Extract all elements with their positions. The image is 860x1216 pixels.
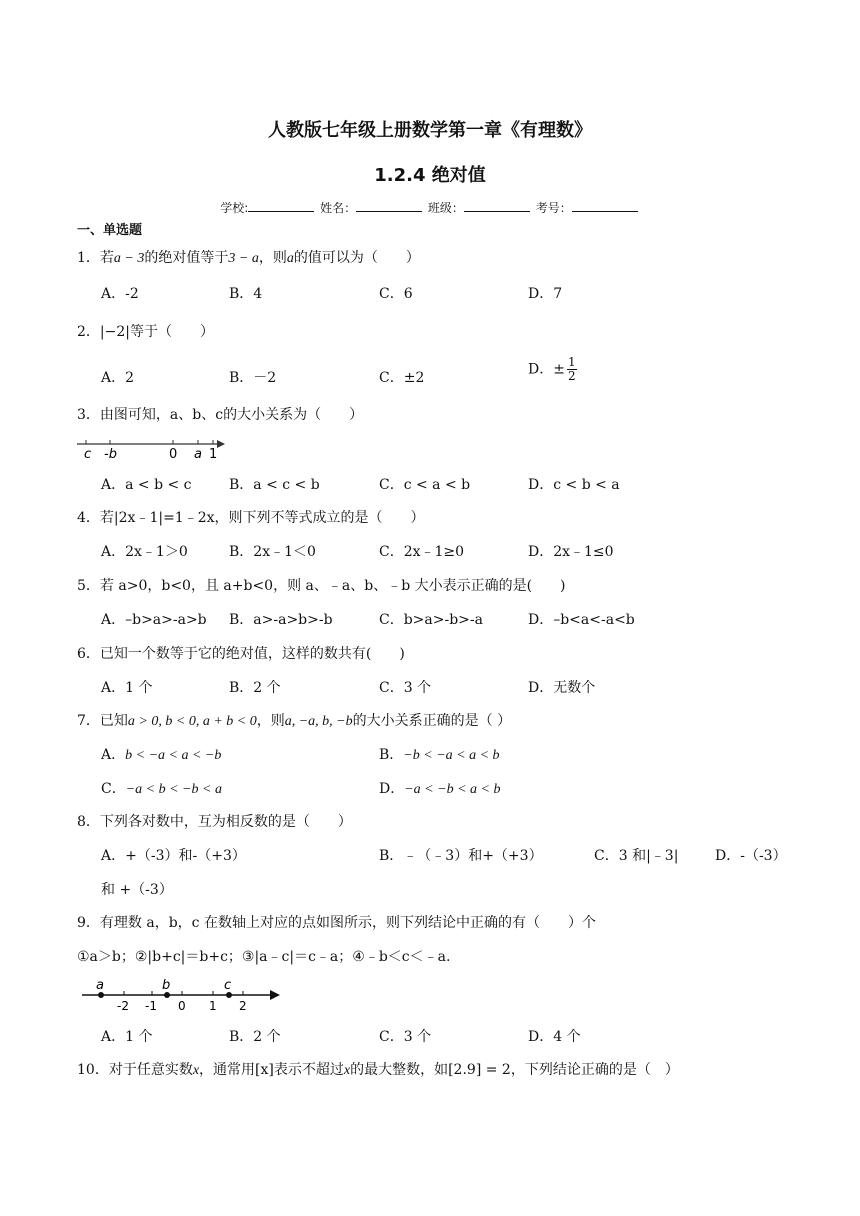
question-9-option-b[interactable]: B．2 个 xyxy=(229,1029,281,1045)
question-6-option-d[interactable]: D．无数个 xyxy=(528,680,596,696)
name-label: 姓名： xyxy=(320,201,357,215)
page-subtitle: 1.2.4 绝对值 xyxy=(374,165,486,186)
question-4-stem: 4．若|2x﹣1|=1﹣2x，则下列不等式成立的是（ ） xyxy=(77,510,425,526)
axis-point-c: c xyxy=(224,978,232,993)
question-8-option-a[interactable]: A．+（-3）和-（+3） xyxy=(101,848,246,864)
question-5-option-c[interactable]: C．b>a>-b>-a xyxy=(379,612,483,628)
axis-label-a: a xyxy=(194,447,202,461)
question-4-option-d[interactable]: D．2x﹣1≤0 xyxy=(528,544,614,560)
question-8-option-d[interactable]: D．-（-3） xyxy=(715,848,787,864)
question-1-option-b[interactable]: B．4 xyxy=(229,286,263,302)
axis-point-b: b xyxy=(162,978,171,993)
exam-number-blank[interactable] xyxy=(572,200,638,212)
question-6-option-c[interactable]: C．3 个 xyxy=(379,680,432,696)
question-7-option-c[interactable]: C．−a < b < −b < a xyxy=(101,781,222,797)
school-label: 学校: xyxy=(220,201,249,215)
question-1-option-a[interactable]: A．-2 xyxy=(101,286,139,302)
question-6-option-b[interactable]: B．2 个 xyxy=(229,680,281,696)
question-2-option-c[interactable]: C．±2 xyxy=(379,370,425,386)
question-7-option-a[interactable]: A．b < −a < a < −b xyxy=(101,747,222,763)
question-9-number-line xyxy=(82,977,282,1011)
axis-label-c: c xyxy=(84,447,92,461)
exam-number-label: 考号： xyxy=(535,201,572,215)
question-8-option-b[interactable]: B．﹣（﹣3）和+（+3） xyxy=(379,848,543,864)
section-title: 一、单选题 xyxy=(77,223,143,238)
question-9-option-a[interactable]: A．1 个 xyxy=(101,1029,153,1045)
question-2-option-d[interactable]: D．± $\frac{1}{2}$ xyxy=(528,355,576,383)
question-6-stem: 6．已知一个数等于它的绝对值，这样的数共有( ) xyxy=(77,646,405,662)
question-4-option-c[interactable]: C．2x﹣1≥0 xyxy=(379,544,465,560)
question-1-option-c[interactable]: C．6 xyxy=(379,286,413,302)
question-8-option-c[interactable]: C．3 和|﹣3| xyxy=(594,848,679,864)
axis-tick-neg2: -2 xyxy=(117,999,129,1011)
question-7-option-b[interactable]: B．−b < −a < a < b xyxy=(379,747,500,763)
student-info-line xyxy=(0,199,860,216)
axis-tick-1: 1 xyxy=(209,999,217,1011)
question-4-option-b[interactable]: B．2x﹣1＜0 xyxy=(229,544,316,560)
question-3-option-d[interactable]: D．c < b < a xyxy=(528,477,620,493)
question-5-option-a[interactable]: A．–b>a>-a>b xyxy=(101,612,207,628)
axis-tick-0: 0 xyxy=(178,999,186,1011)
question-7-option-d[interactable]: D．−a < −b < a < b xyxy=(379,781,501,797)
name-blank[interactable] xyxy=(356,200,422,212)
school-blank[interactable] xyxy=(248,200,314,212)
axis-label-one: 1 xyxy=(209,447,218,461)
class-label: 班级： xyxy=(427,201,464,215)
axis-tick-2: 2 xyxy=(239,999,247,1011)
fraction-one-half: $\frac{1}{2}$ xyxy=(567,355,576,383)
axis-label-neg-b: -b xyxy=(104,447,117,461)
question-3-stem: 3．由图可知，a、b、c的大小关系为（ ） xyxy=(77,407,364,423)
question-4-option-a[interactable]: A．2x﹣1＞0 xyxy=(101,544,188,560)
question-3-option-a[interactable]: A．a < b < c xyxy=(101,477,192,493)
question-3-option-c[interactable]: C．c < a < b xyxy=(379,477,471,493)
axis-point-a: a xyxy=(96,978,104,993)
question-1-stem: 1．若a − 3的绝对值等于3 − a，则a的值可以为（ ） xyxy=(77,250,420,266)
axis-tick-neg1: -1 xyxy=(145,999,157,1011)
question-10-stem: 10．对于任意实数x，通常用[x]表示不超过x的最大整数，如[2.9] = 2，下列结论正确的是（ ） xyxy=(77,1062,679,1078)
question-8-stem: 8．下列各对数中，互为相反数的是（ ） xyxy=(77,814,352,830)
question-1-option-d[interactable]: D．7 xyxy=(528,286,563,302)
question-8-option-d-continuation: 和 +（-3） xyxy=(101,882,173,898)
question-9-statements: ①a＞b；②|b+c|＝b+c；③|a﹣c|＝c﹣a；④﹣b＜c＜﹣a. xyxy=(77,949,451,965)
question-9-stem: 9．有理数 a，b，c 在数轴上对应的点如图所示，则下列结论中正确的有（ ）个 xyxy=(77,915,596,931)
question-2-option-a[interactable]: A．2 xyxy=(101,370,135,386)
axis-label-zero: 0 xyxy=(169,447,178,461)
question-9-option-c[interactable]: C．3 个 xyxy=(379,1029,432,1045)
question-6-option-a[interactable]: A．1 个 xyxy=(101,680,153,696)
question-5-stem: 5．若 a>0，b<0，且 a+b<0，则 a、﹣a、b、﹣b 大小表示正确的是( ) xyxy=(77,578,566,594)
question-7-stem: 7．已知a > 0, b < 0, a + b < 0，则a, −a, b, −b的大小关系正确的是（ ） xyxy=(77,713,512,729)
question-2-stem: 2．|−2|等于（ ） xyxy=(77,324,214,340)
question-3-option-b[interactable]: B．a < c < b xyxy=(229,477,320,493)
question-5-option-b[interactable]: B．a>-a>b>-b xyxy=(229,612,333,628)
page-title: 人教版七年级上册数学第一章《有理数》 xyxy=(268,120,592,141)
question-2-option-b[interactable]: B．－2 xyxy=(229,370,277,386)
question-5-option-d[interactable]: D．–b<a<-a<b xyxy=(528,612,635,628)
class-blank[interactable] xyxy=(464,200,530,212)
question-3-number-line xyxy=(77,437,227,461)
question-9-option-d[interactable]: D．4 个 xyxy=(528,1029,581,1045)
